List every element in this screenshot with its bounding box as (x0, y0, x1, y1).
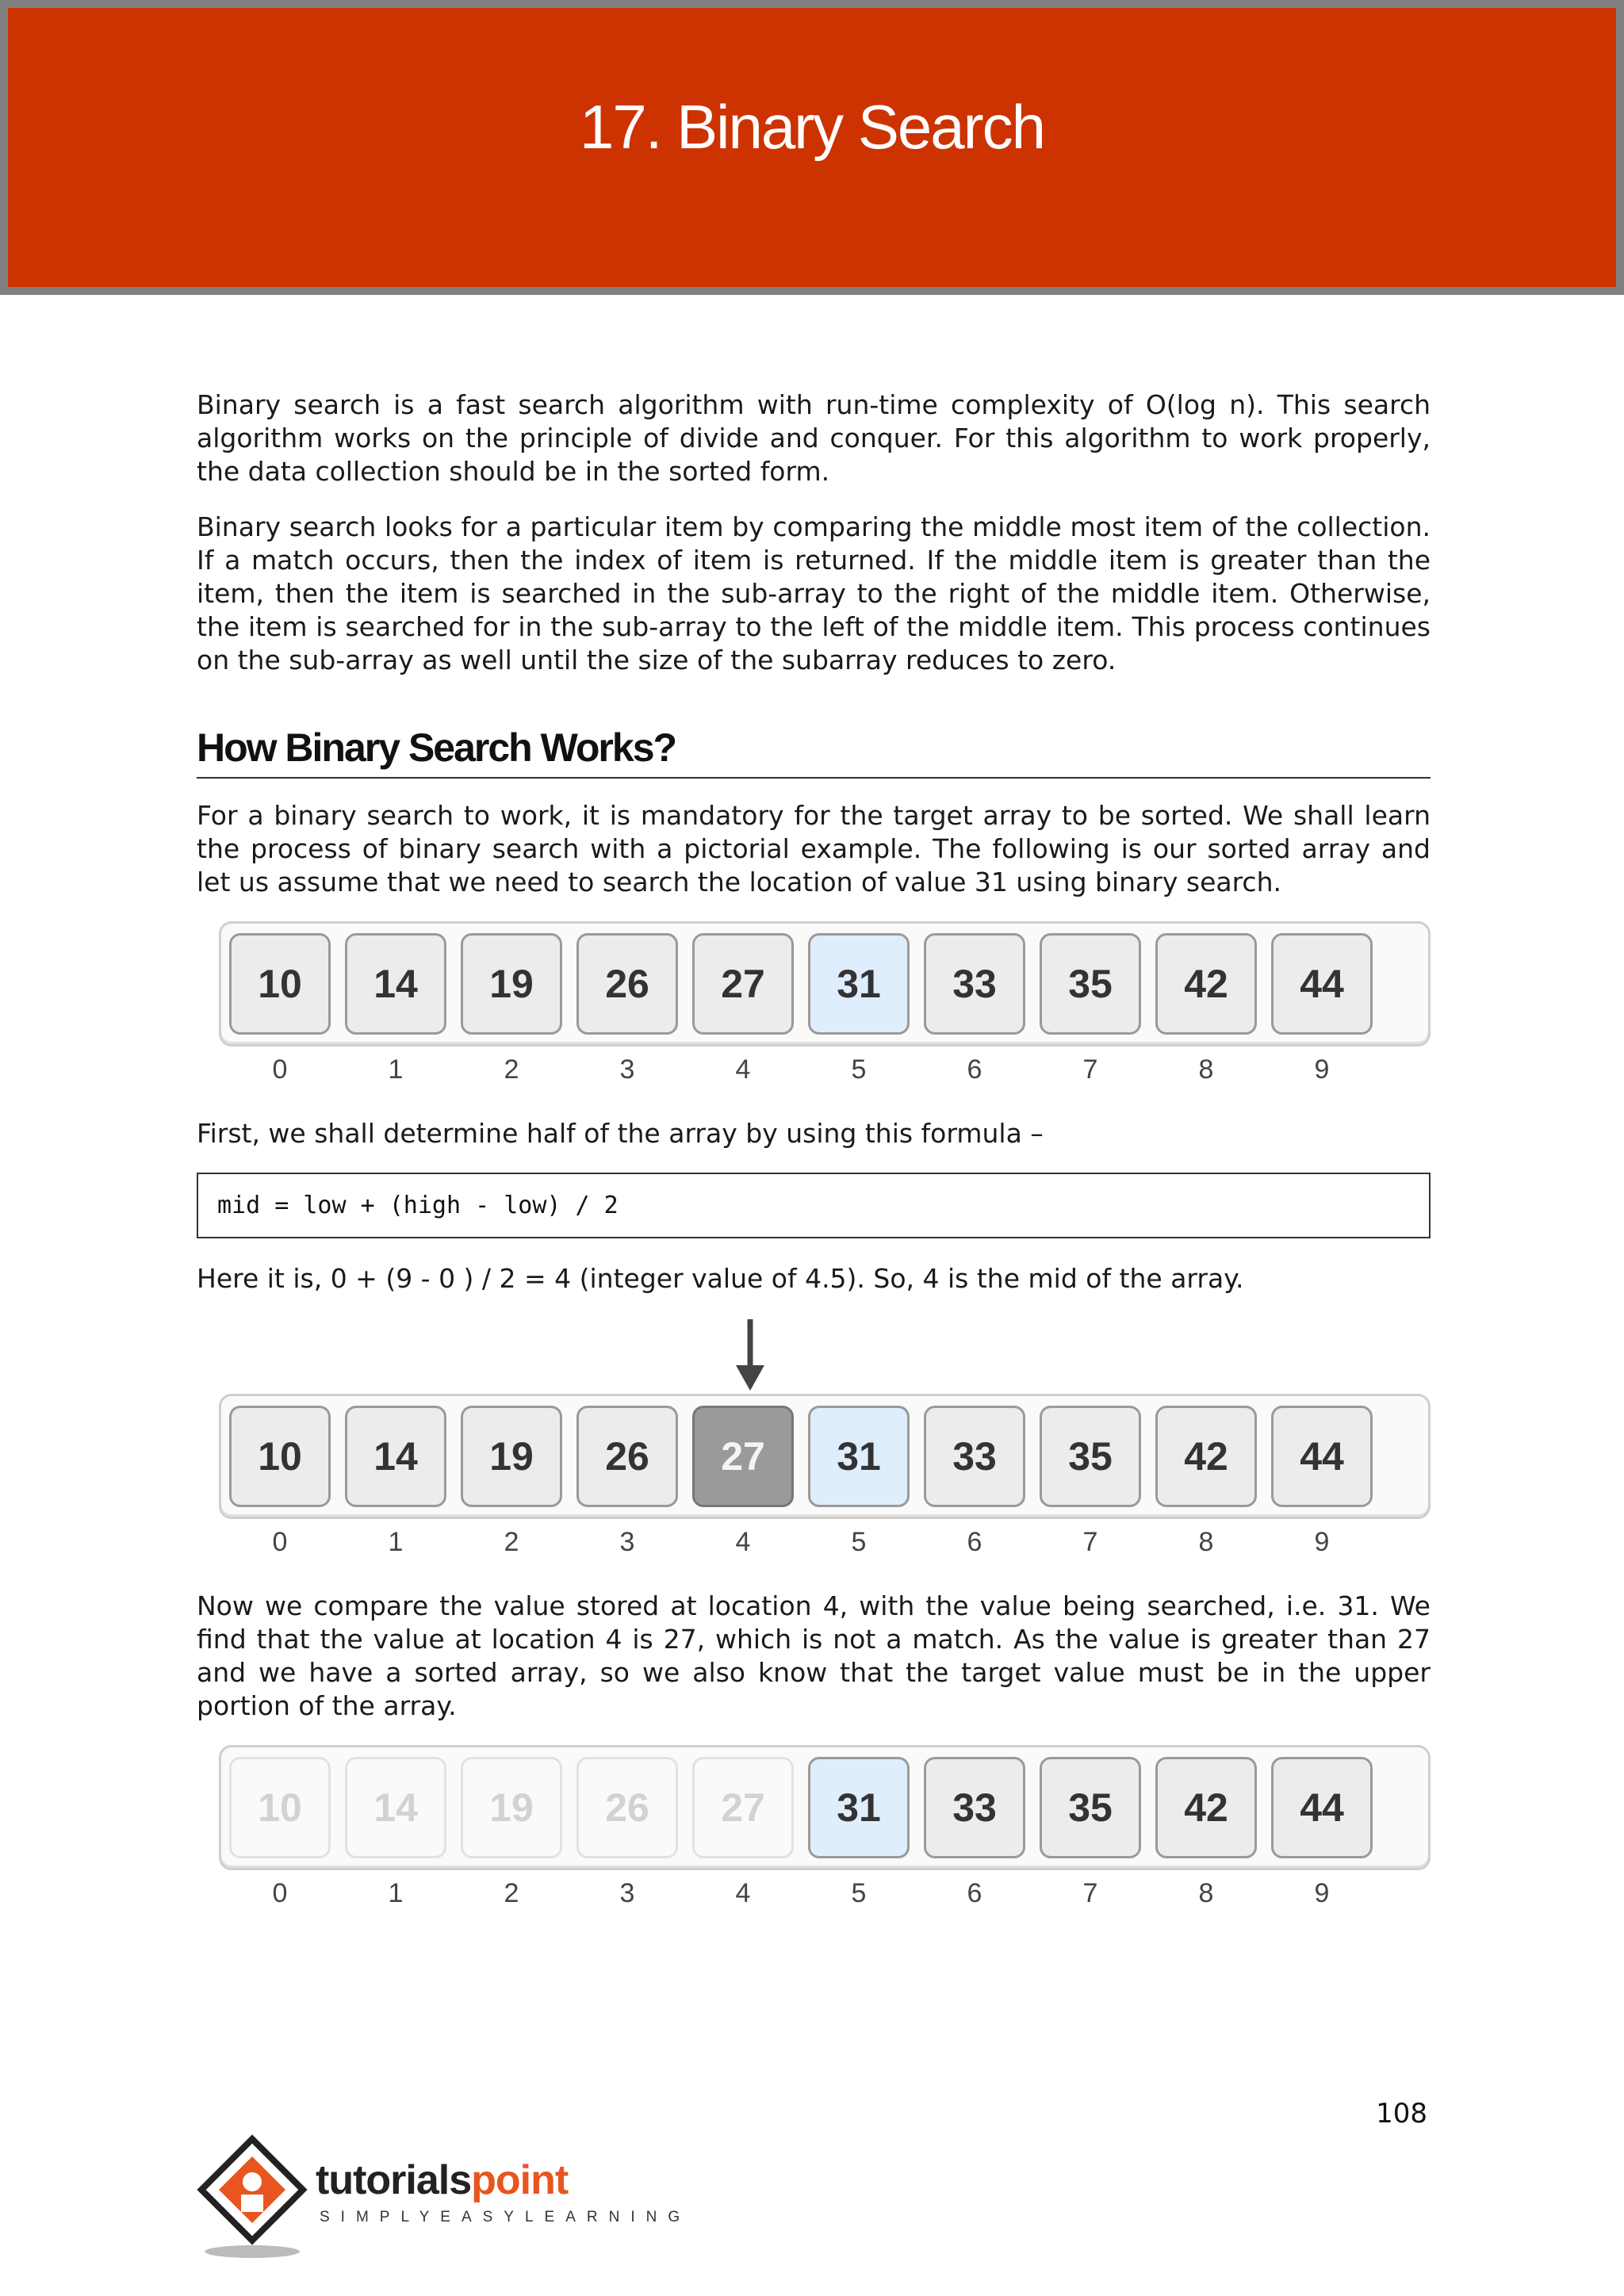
index-row (219, 1870, 1431, 1909)
array-cell-faded: 27 (692, 1757, 794, 1858)
array-cell: 42 (1155, 933, 1257, 1035)
chapter-header (0, 0, 1624, 295)
index-label: 9 (1314, 1054, 1330, 1085)
array-cell: 44 (1271, 933, 1373, 1035)
array-frame (219, 1745, 1431, 1870)
index-row (219, 1519, 1431, 1558)
array-cell: 44 (1271, 1406, 1373, 1507)
intro-paragraph-1: Binary search is a fast search algorithm with run-time complexity of Ο(log n). This search algorithm works on the principle of divide and conquer. For this algorithm to work properly, the data collection should be in the sorted form. (197, 389, 1431, 487)
index-label: 8 (1198, 1878, 1214, 1908)
array-cell: 27 (692, 933, 794, 1035)
index-label: 7 (1082, 1054, 1098, 1085)
formula-code-block: mid = low + (high - low) / 2 (197, 1173, 1431, 1238)
index-label: 5 (851, 1878, 867, 1908)
array-cell: 35 (1040, 1406, 1141, 1507)
array-cell: 35 (1040, 1757, 1141, 1858)
array-cell-faded: 10 (229, 1757, 331, 1858)
index-label: 5 (851, 1527, 867, 1557)
index-label: 9 (1314, 1527, 1330, 1557)
page-content (197, 388, 1431, 1941)
section-paragraph-1: For a binary search to work, it is mandatory for the target array to be sorted. We shall learn the process of binary search with a pictorial example. The following is our sorted array and let us assume that we need to search the location of value 31 using binary search. (197, 800, 1431, 897)
logo-wordmark (316, 2156, 568, 2204)
index-row (219, 1047, 1431, 1085)
array-cell: 33 (924, 1757, 1025, 1858)
index-label: 0 (272, 1054, 288, 1085)
array-cell: 26 (576, 933, 678, 1035)
arrow-area (219, 1318, 1431, 1394)
array-cell: 35 (1040, 933, 1141, 1035)
down-arrow-icon (219, 1318, 1453, 1394)
array-cell: 10 (229, 933, 331, 1035)
array-cell: 19 (461, 933, 562, 1035)
section-paragraph-4: Now we compare the value stored at location 4, with the value being searched, i.e. 31. We find that the value at location 4 is 27, which is not a match. As the value is greater than 27 and we have a sorted array, so we also know that the target value must be in the upper portion of the array. (197, 1590, 1431, 1721)
index-label: 3 (619, 1054, 635, 1085)
array-frame (219, 1394, 1431, 1519)
index-label: 1 (388, 1054, 404, 1085)
intro-paragraph-2: Binary search looks for a particular item by comparing the middle most item of the collection. If a match occurs, then the index of item is returned. If the middle item is greater than the item, then the item is searched in the sub-array to the right of the middle item. Otherwise, the item is searched for in the sub-array to the left of the middle item. This process continues on the sub-array as well until the size of the subarray reduces to zero. (197, 511, 1431, 675)
array-frame (219, 921, 1431, 1047)
section-paragraph-2: First, we shall determine half of the array by using this formula – (197, 1118, 1044, 1149)
index-label: 6 (967, 1878, 982, 1908)
array-cell: 10 (229, 1406, 331, 1507)
array-figure-2 (219, 1318, 1431, 1558)
index-label: 4 (735, 1878, 751, 1908)
index-label: 0 (272, 1878, 288, 1908)
array-cell-target: 31 (808, 933, 910, 1035)
array-cell: 14 (345, 1406, 446, 1507)
logo-diamond-icon (197, 2133, 316, 2260)
index-label: 2 (504, 1527, 519, 1557)
index-label: 9 (1314, 1878, 1330, 1908)
array-cell: 26 (576, 1406, 678, 1507)
index-label: 5 (851, 1054, 867, 1085)
index-label: 4 (735, 1054, 751, 1085)
array-cell-faded: 14 (345, 1757, 446, 1858)
logo-tagline: SIMPLYEASYLEARNING (320, 2209, 691, 2225)
chapter-title: 17. Binary Search (579, 92, 1044, 162)
index-label: 6 (967, 1054, 982, 1085)
index-label: 3 (619, 1527, 635, 1557)
index-label: 0 (272, 1527, 288, 1557)
array-cell: 42 (1155, 1406, 1257, 1507)
array-cell: 14 (345, 933, 446, 1035)
array-cell-faded: 19 (461, 1757, 562, 1858)
index-label: 3 (619, 1878, 635, 1908)
array-cell: 42 (1155, 1757, 1257, 1858)
array-cell-faded: 26 (576, 1757, 678, 1858)
index-label: 1 (388, 1878, 404, 1908)
index-label: 2 (504, 1878, 519, 1908)
index-label: 8 (1198, 1054, 1214, 1085)
array-cell: 19 (461, 1406, 562, 1507)
section-heading: How Binary Search Works? (197, 725, 1431, 779)
section-paragraph-3: Here it is, 0 + (9 - 0 ) / 2 = 4 (integer value of 4.5). So, 4 is the mid of the array. (197, 1263, 1244, 1294)
array-cell: 33 (924, 1406, 1025, 1507)
index-label: 1 (388, 1527, 404, 1557)
index-label: 7 (1082, 1878, 1098, 1908)
index-label: 2 (504, 1054, 519, 1085)
page-number: 108 (1376, 2098, 1427, 2130)
array-cell-target: 31 (808, 1406, 910, 1507)
logo-word-1: tutorials (316, 2157, 472, 2203)
array-cell-target: 31 (808, 1757, 910, 1858)
array-figure-1 (219, 921, 1431, 1085)
array-cell: 44 (1271, 1757, 1373, 1858)
index-label: 6 (967, 1527, 982, 1557)
array-cell: 33 (924, 933, 1025, 1035)
index-label: 4 (735, 1527, 751, 1557)
array-cell-mid: 27 (692, 1406, 794, 1507)
array-figure-3 (219, 1745, 1431, 1909)
tutorialspoint-logo (197, 2133, 691, 2260)
index-label: 7 (1082, 1527, 1098, 1557)
logo-word-2: point (471, 2157, 569, 2203)
index-label: 8 (1198, 1527, 1214, 1557)
